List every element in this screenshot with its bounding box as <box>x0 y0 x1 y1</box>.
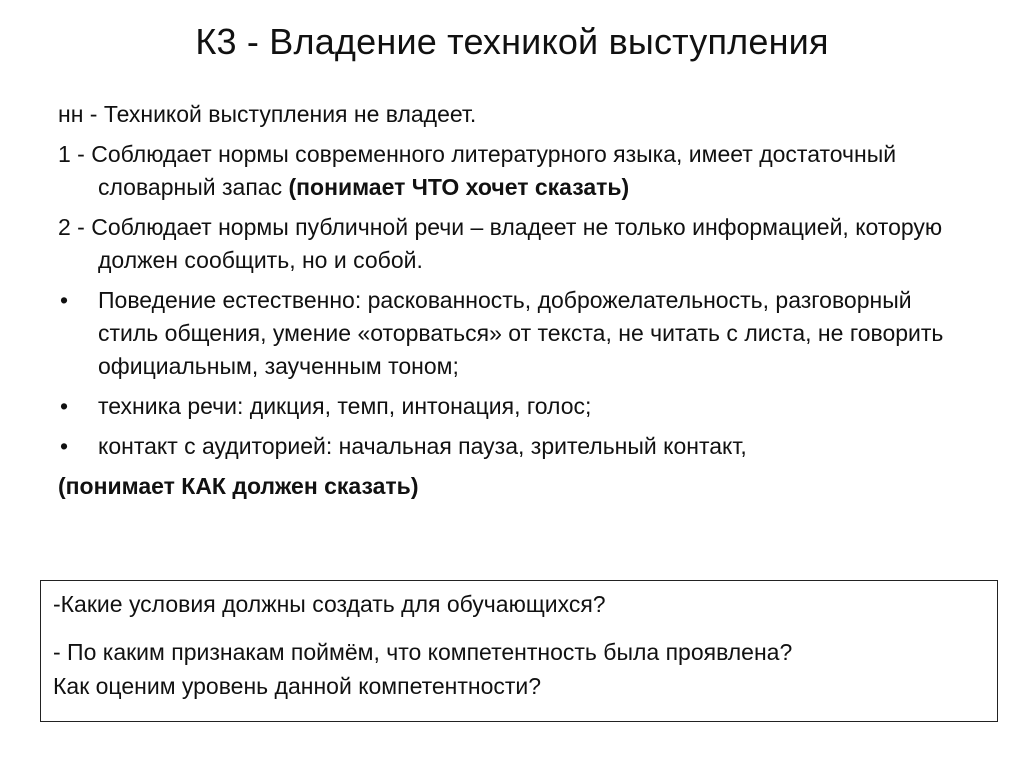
level-2: 2 - Соблюдает нормы публичной речи – владеет не только информацией, которую должен сообщить, но и собой. <box>58 214 943 273</box>
questions-box <box>40 580 998 722</box>
bullet-text: контакт с аудиторией: начальная пауза, зрительный контакт, <box>98 433 747 459</box>
level-1-text: 1 - Соблюдает нормы современного литературного языка, имеет достаточный словарный запас <box>58 141 897 200</box>
bullet-text: Поведение естественно: раскованность, доброжелательность, разговорный стиль общения, умение «оторваться» от текста, не читать с листа, не говорить официальным, заученным тоном; <box>98 287 944 379</box>
bullet-icon: • <box>60 393 69 419</box>
question-2-line-2: Как оценим уровень данной компетентности? <box>53 673 542 699</box>
bullet-text: техника речи: дикция, темп, интонация, голос; <box>98 393 592 419</box>
bullet-icon: • <box>60 287 69 313</box>
level-nn: нн - Техникой выступления не владеет. <box>58 101 477 127</box>
slide-title: К3 - Владение техникой выступления <box>195 21 829 62</box>
bullet-icon: • <box>60 433 69 459</box>
bullet-item <box>58 430 978 463</box>
bullet-item <box>58 390 978 423</box>
level-1-bold-note: (понимает ЧТО хочет сказать) <box>288 174 630 200</box>
closing-bold-note: (понимает КАК должен сказать) <box>58 473 419 499</box>
question-1: -Какие условия должны создать для обучающихся? <box>53 591 606 617</box>
question-2-line-1: - По каким признакам поймём, что компетентность была проявлена? <box>53 639 793 665</box>
question-2 <box>53 635 987 703</box>
level-1 <box>58 138 978 204</box>
criteria-list <box>58 98 978 510</box>
bullet-item <box>58 284 978 383</box>
